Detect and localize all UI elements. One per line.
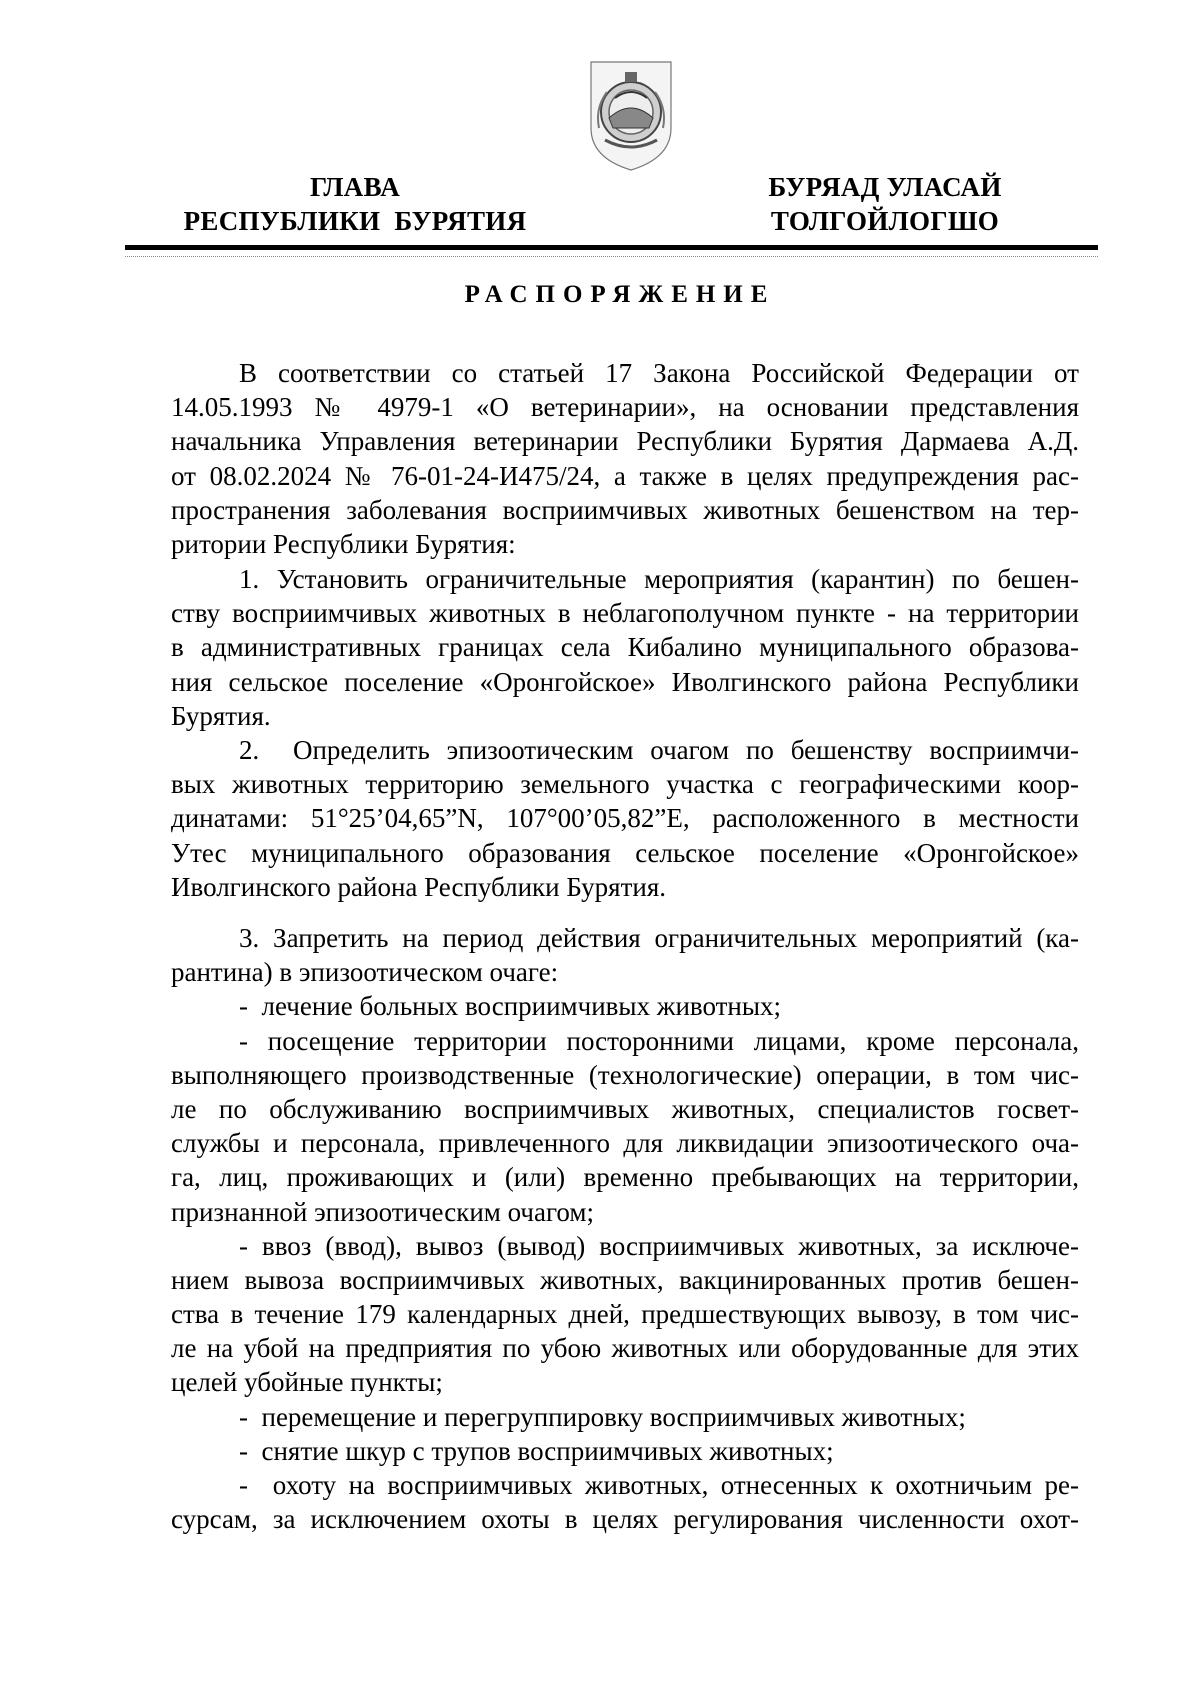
- text-line: 14.05.1993 № 4979-1 «О ветеринарии», на основании представления: [171, 392, 1079, 423]
- text-line: признанной эпизоотическим очагом;: [171, 1196, 594, 1227]
- text-line: нием вывоза восприимчивых животных, вакцинированных против бешен-: [171, 1264, 1079, 1295]
- header-divider-thin: [125, 256, 1098, 257]
- text-line: сурсам, за исключением охоты в целях регулирования численности охот-: [171, 1504, 1079, 1535]
- document-title: РАСПОРЯЖЕНИЕ: [464, 281, 776, 308]
- text-line: начальника Управления ветеринарии Республики Бурятия Дармаева А.Д.: [171, 426, 1079, 457]
- list-item: - лечение больных восприимчивых животных;: [239, 991, 782, 1022]
- text-line: рантина) в эпизоотическом очаге:: [171, 957, 559, 988]
- coat-of-arms-icon: [585, 58, 677, 174]
- text-line: ле на убой на предприятия по убою животных или оборудованные для этих: [171, 1333, 1079, 1364]
- text-line: ритории Республики Бурятия:: [171, 528, 516, 559]
- paragraph-item-2: [171, 733, 1079, 904]
- list-item: - посещение территории посторонними лицами, кроме персонала,: [239, 1025, 1079, 1056]
- text-line: вых животных территорию земельного участка с географическими коор-: [171, 769, 1079, 800]
- header-right-title: [740, 170, 1030, 238]
- text-line: ству восприимчивых животных в неблагополучном пункте - на территории: [171, 598, 1079, 629]
- text-line: ле по обслуживанию восприимчивых животных, специалистов госвет-: [171, 1093, 1079, 1124]
- text-line: ства в течение 179 календарных дней, предшествующих вывозу, в том чис-: [171, 1299, 1079, 1330]
- text-line: выполняющего производственные (технологические) операции, в том чис-: [171, 1059, 1079, 1090]
- text-line: Иволгинского района Республики Бурятия.: [171, 871, 667, 902]
- list-item: - перемещение и перегруппировку восприимчивых животных;: [239, 1401, 966, 1432]
- text-line: 1. Установить ограничительные мероприятия (карантин) по бешен-: [239, 564, 1079, 594]
- header-right-line-2: ТОЛГОЙЛОГШО: [770, 206, 1000, 236]
- text-line: динатами: 51°25’04,65”N, 107°00’05,82”E, расположенного в местности: [171, 803, 1079, 834]
- list-item: - охоту на восприимчивых животных, отнесенных к охотничьим ре-: [239, 1470, 1079, 1500]
- header-divider-thick: [125, 245, 1098, 250]
- text-line: целей убойные пункты;: [171, 1367, 443, 1398]
- list-item: - ввоз (ввод), вывоз (вывод) восприимчивых животных, за исключе-: [239, 1230, 1079, 1261]
- text-line: В соответствии со статьей 17 Закона Российской Федерации от: [239, 358, 1079, 388]
- text-line: Утес муниципального образования сельское поселение «Оронгойское»: [171, 837, 1079, 868]
- paragraph-preamble: [171, 356, 1079, 561]
- text-line: службы и персонала, привлеченного для ликвидации эпизоотического оча-: [171, 1128, 1079, 1159]
- paragraph-item-3: [171, 921, 1079, 1536]
- text-line: га, лиц, проживающих и (или) временно пребывающих на территории,: [171, 1162, 1079, 1193]
- text-line: Бурятия.: [171, 700, 271, 731]
- text-line: ния сельское поселение «Оронгойское» Иволгинского района Республики: [171, 666, 1079, 697]
- header-left-line-2: РЕСПУБЛИКИ БУРЯТИЯ: [183, 206, 527, 236]
- header-left-title: [165, 170, 545, 238]
- text-line: от 08.02.2024 № 76-01-24-И475/24, а также в целях предупреждения рас-: [171, 460, 1079, 491]
- text-line: 3. Запретить на период действия ограничительных мероприятий (ка-: [239, 923, 1079, 953]
- list-item: - снятие шкур с трупов восприимчивых животных;: [239, 1435, 834, 1466]
- header-right-line-1: БУРЯАД УЛАСАЙ: [768, 172, 1002, 202]
- header-left-line-1: ГЛАВА: [309, 172, 401, 202]
- paragraph-item-1: [171, 562, 1079, 733]
- text-line: 2. Определить эпизоотическим очагом по бешенству восприимчи-: [239, 735, 1079, 765]
- text-line: в административных границах села Кибалино муниципального образова-: [171, 632, 1079, 663]
- text-line: пространения заболевания восприимчивых животных бешенством на тер-: [171, 494, 1079, 525]
